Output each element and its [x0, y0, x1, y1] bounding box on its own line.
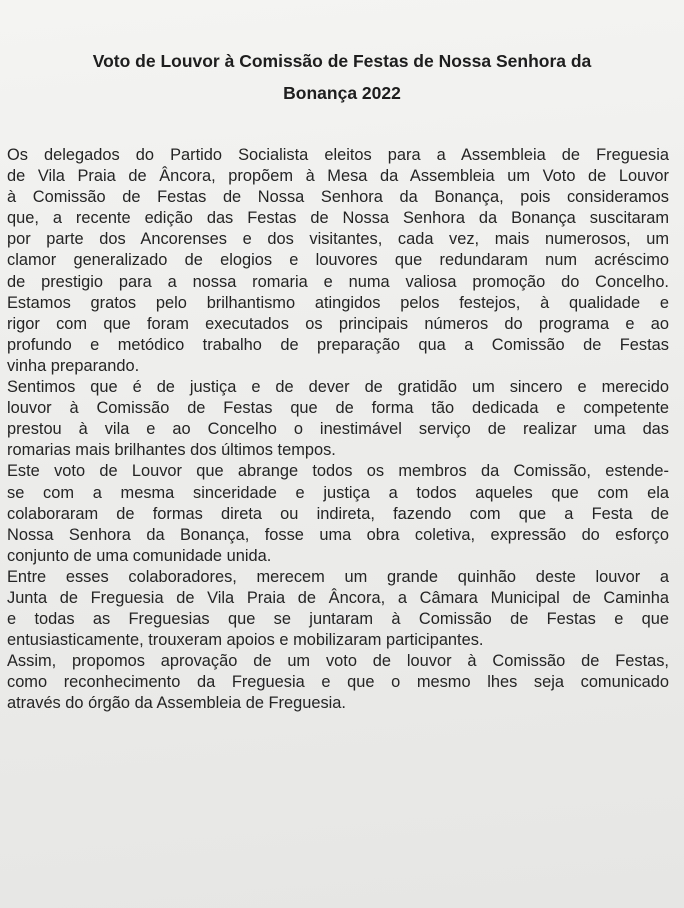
- paragraph-4: [7, 567, 669, 651]
- text-line: clamor generalizado de elogios e louvores que redundaram num acréscimo: [7, 251, 669, 270]
- document-body: [7, 145, 669, 715]
- text-line: prestou à vila e ao Concelho o inestimável serviço de realizar uma das: [7, 420, 669, 439]
- text-line: de prestigio para a nossa romaria e numa valiosa promoção do Concelho.: [7, 272, 669, 291]
- document-title-line-1: Voto de Louvor à Comissão de Festas de Nossa Senhora da: [92, 51, 592, 71]
- text-line: Estamos gratos pelo brilhantismo atingidos pelos festejos, à qualidade e: [7, 293, 669, 312]
- text-line: Nossa Senhora da Bonança, fosse uma obra coletiva, expressão do esforço: [7, 525, 669, 544]
- text-line: e todas as Freguesias que se juntaram à Comissão de Festas e que: [7, 610, 669, 629]
- paragraph-3: [7, 461, 669, 566]
- paragraph-5: [7, 651, 669, 714]
- text-line: entusiasticamente, trouxeram apoios e mobilizaram participantes.: [7, 631, 484, 650]
- text-line: através do órgão da Assembleia de Freguesia.: [7, 694, 346, 713]
- text-line: romarias mais brilhantes dos últimos tempos.: [7, 441, 336, 460]
- text-line: como reconhecimento da Freguesia e que o mesmo lhes seja comunicado: [7, 673, 669, 692]
- text-line: à Comissão de Festas de Nossa Senhora da Bonança, pois consideramos: [7, 188, 669, 207]
- text-line: vinha preparando.: [7, 356, 140, 375]
- text-line: por parte dos Ancorenses e dos visitantes, cada vez, mais numerosos, um: [7, 230, 669, 249]
- text-line: Sentimos que é de justiça e de dever de gratidão um sincero e merecido: [7, 378, 669, 397]
- text-line: Entre esses colaboradores, merecem um grande quinhão deste louvor a: [7, 567, 669, 586]
- text-line: Junta de Freguesia de Vila Praia de Âncora, a Câmara Municipal de Caminha: [7, 588, 669, 607]
- text-line: que, a recente edição das Festas de Nossa Senhora da Bonança suscitaram: [7, 209, 669, 228]
- text-line: colaboraram de formas direta ou indireta, fazendo com que a Festa de: [7, 504, 669, 523]
- text-line: Este voto de Louvor que abrange todos os membros da Comissão, estende-: [7, 462, 669, 481]
- text-line: Os delegados do Partido Socialista eleitos para a Assembleia de Freguesia: [7, 146, 669, 164]
- text-line: conjunto de uma comunidade unida.: [7, 546, 272, 565]
- paragraph-1: [7, 145, 669, 377]
- document-title-line-2: Bonança 2022: [283, 83, 401, 103]
- text-line: louvor à Comissão de Festas que de forma tão dedicada e competente: [7, 399, 669, 418]
- text-line: profundo e metódico trabalho de preparação qua a Comissão de Festas: [7, 335, 669, 354]
- text-line: de Vila Praia de Âncora, propõem à Mesa da Assembleia um Voto de Louvor: [7, 167, 669, 186]
- paragraph-2: [7, 377, 669, 461]
- text-line: se com a mesma sinceridade e justiça a todos aqueles que com ela: [7, 483, 669, 502]
- text-line: Assim, propomos aprovação de um voto de louvor à Comissão de Festas,: [7, 652, 669, 671]
- text-line: rigor com que foram executados os principais números do programa e ao: [7, 314, 669, 333]
